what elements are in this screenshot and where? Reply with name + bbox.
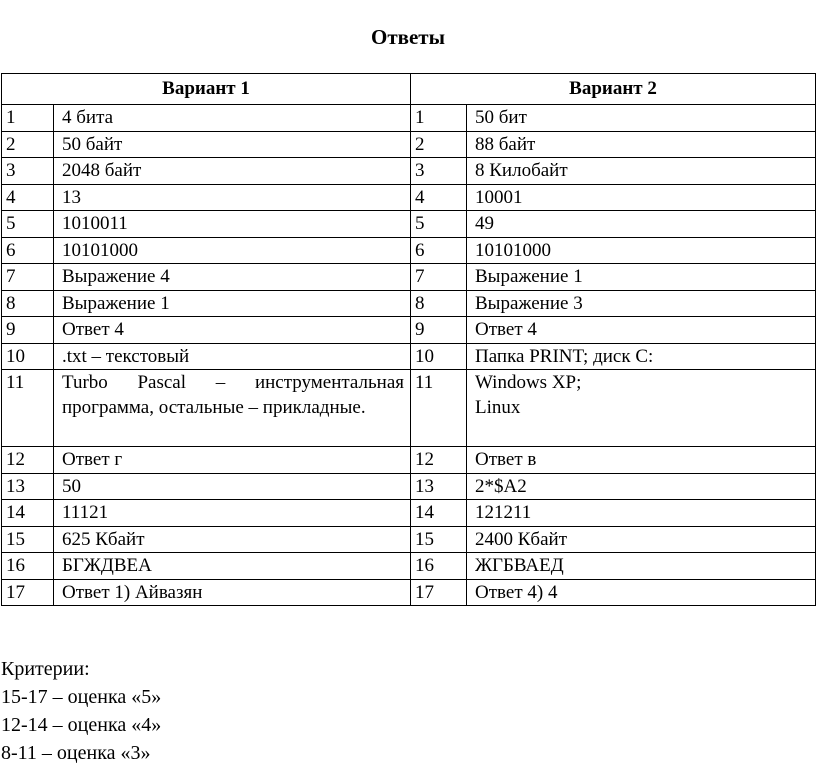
v2-answer: 49 [467, 211, 816, 238]
criteria-section [1, 655, 161, 767]
v2-number: 9 [411, 317, 467, 344]
v2-answer: 121211 [467, 500, 816, 527]
v1-number: 13 [2, 473, 54, 500]
criteria-heading: Критерии: [1, 658, 90, 680]
v2-answer-line: Windows XP; [475, 372, 582, 393]
v2-number: 3 [411, 158, 467, 185]
v2-number: 1 [411, 105, 467, 132]
v2-number: 13 [411, 473, 467, 500]
v2-number: 14 [411, 500, 467, 527]
v1-number: 6 [2, 237, 54, 264]
v2-number: 6 [411, 237, 467, 264]
v1-number: 17 [2, 579, 54, 606]
v1-number: 12 [2, 447, 54, 474]
v2-answer: Ответ 4 [467, 317, 816, 344]
table-row [2, 105, 816, 132]
v1-answer: 625 Кбайт [54, 526, 411, 553]
v1-number: 10 [2, 343, 54, 370]
criteria-line: 12-14 – оценка «4» [1, 714, 162, 736]
v1-number: 14 [2, 500, 54, 527]
table-row [2, 473, 816, 500]
v1-answer: .txt – текстовый [54, 343, 411, 370]
v2-answer: Выражение 3 [467, 290, 816, 317]
variant-2-header: Вариант 2 [411, 74, 816, 105]
v2-number: 10 [411, 343, 467, 370]
v1-number: 4 [2, 184, 54, 211]
table-row [2, 343, 816, 370]
v2-number: 15 [411, 526, 467, 553]
v2-answer: Выражение 1 [467, 264, 816, 291]
v1-number: 1 [2, 105, 54, 132]
v1-answer: 2048 байт [54, 158, 411, 185]
table-row [2, 526, 816, 553]
v1-number: 11 [2, 370, 54, 447]
v1-number: 9 [2, 317, 54, 344]
v2-answer: 88 байт [467, 131, 816, 158]
criteria-line: 8-11 – оценка «3» [1, 742, 151, 764]
v2-number: 5 [411, 211, 467, 238]
answers-table [1, 73, 816, 606]
table-row [2, 447, 816, 474]
v1-answer: 1010011 [54, 211, 411, 238]
v1-answer: 4 бита [54, 105, 411, 132]
table-row [2, 211, 816, 238]
v2-number: 16 [411, 553, 467, 580]
v1-number: 15 [2, 526, 54, 553]
v1-number: 8 [2, 290, 54, 317]
v2-number: 12 [411, 447, 467, 474]
v1-number: 5 [2, 211, 54, 238]
v2-answer: 10101000 [467, 237, 816, 264]
v1-number: 7 [2, 264, 54, 291]
table-row [2, 290, 816, 317]
table-row [2, 131, 816, 158]
v2-answer: Ответ в [467, 447, 816, 474]
criteria-line: 15-17 – оценка «5» [1, 686, 162, 708]
table-row [2, 237, 816, 264]
v2-answer: Папка PRINT; диск С: [467, 343, 816, 370]
v1-answer: Ответ г [54, 447, 411, 474]
table-row [2, 158, 816, 185]
v1-number: 16 [2, 553, 54, 580]
v2-answer [467, 370, 816, 447]
v1-number: 2 [2, 131, 54, 158]
v2-number: 11 [411, 370, 467, 447]
v1-answer: 13 [54, 184, 411, 211]
v1-answer: Ответ 4 [54, 317, 411, 344]
v2-answer: 2*$A2 [467, 473, 816, 500]
v2-answer: 50 бит [467, 105, 816, 132]
v1-answer: 10101000 [54, 237, 411, 264]
v2-answer: ЖГБВАЕД [467, 553, 816, 580]
v2-answer: 2400 Кбайт [467, 526, 816, 553]
v2-number: 7 [411, 264, 467, 291]
v1-answer: Выражение 4 [54, 264, 411, 291]
v2-answer: 8 Килобайт [467, 158, 816, 185]
v2-number: 17 [411, 579, 467, 606]
v1-answer: 50 [54, 473, 411, 500]
v1-number: 3 [2, 158, 54, 185]
table-row [2, 579, 816, 606]
v2-number: 2 [411, 131, 467, 158]
v2-answer-line: Linux [475, 397, 521, 418]
variant-1-header: Вариант 1 [2, 74, 411, 105]
table-row [2, 184, 816, 211]
v2-number: 4 [411, 184, 467, 211]
v1-answer: БГЖДВЕА [54, 553, 411, 580]
v1-answer: 11121 [54, 500, 411, 527]
page-title: Ответы [370, 25, 446, 49]
table-row [2, 317, 816, 344]
v1-answer: Выражение 1 [54, 290, 411, 317]
table-header-row [2, 74, 816, 105]
v2-number: 8 [411, 290, 467, 317]
v1-answer: 50 байт [54, 131, 411, 158]
v2-answer: 10001 [467, 184, 816, 211]
table-row [2, 370, 816, 447]
v2-answer: Ответ 4) 4 [467, 579, 816, 606]
table-row [2, 264, 816, 291]
table-row [2, 553, 816, 580]
table-row [2, 500, 816, 527]
v1-answer: Ответ 1) Айвазян [54, 579, 411, 606]
v1-answer: Turbo Pascal – инструментальная программа, остальные – прикладные. [54, 370, 411, 447]
